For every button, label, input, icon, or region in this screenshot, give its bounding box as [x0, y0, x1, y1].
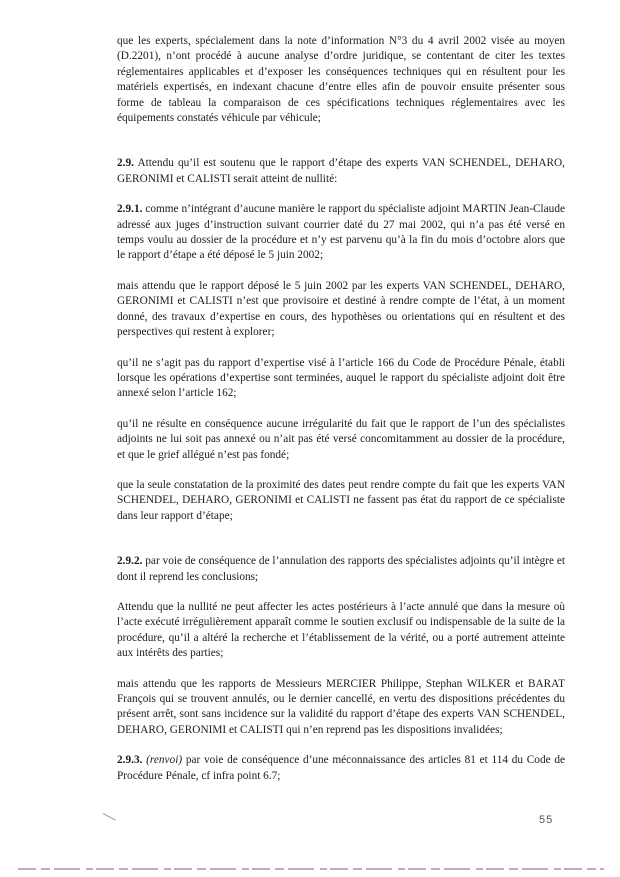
- paragraph-article-166: [117, 356, 565, 402]
- scan-edge-line: [18, 868, 604, 870]
- document-body: [117, 34, 565, 799]
- paragraph-2-9: [117, 156, 565, 187]
- paragraph-text: mais attendu que les rapports de Messieurs MERCIER Philippe, Stephan WILKER et BARAT François qui se trouvent annulés, ou le dernier cancellé, en vertu des dispositions précédentes du présent arrêt, sont sans incidence sur la validité du rapport d’étape des experts VAN SCHENDEL, DEHARO, GERONIMI et CALISTI qui n’en reprend pas les dispositions invalidées;: [117, 677, 565, 736]
- paragraph-text: comme n’intégrant d’aucune manière le rapport du spécialiste adjoint MARTIN Jean-Claude adressé aux juges d’instruction suivant courrier daté du 27 mai 2002, qui n’a pas été versé en temps voulu au dossier de la procédure et n’y est parvenu qu’à la fin du mois d’octobre alors que le rapport d’étape a été déposé le 5 juin 2002;: [117, 203, 565, 262]
- paragraph-2-9-3: [117, 753, 565, 784]
- section-number: 2.9.3.: [117, 754, 143, 767]
- paragraph-nullite: [117, 600, 565, 662]
- paragraph-rapport-provisoire: [117, 279, 565, 341]
- paragraph-intro: [117, 34, 565, 126]
- paragraph-text: qu’il ne résulte en conséquence aucune irrégularité du fait que le rapport de l’un des spécialistes adjoints ne lui soit pas annexé ou n’ait pas été versé concomitamment au dossier de la procédure, et que le grief allégué n’est pas fondé;: [117, 417, 565, 461]
- paragraph-text: que la seule constatation de la proximité des dates peut rendre compte du fait que les experts VAN SCHENDEL, DEHARO, GERONIMI et CALISTI ne fassent pas état du rapport de ce spécialiste dans leur rapport d’étape;: [117, 478, 565, 522]
- section-number: 2.9.2.: [117, 555, 143, 568]
- paragraph-text: Attendu qu’il est soutenu que le rapport d’étape des experts VAN SCHENDEL, DEHARO, GERONIMI et CALISTI serait atteint de nullité:: [117, 157, 565, 185]
- scan-artifact-mark: [100, 813, 115, 825]
- paragraph-aucune-irregularite: [117, 417, 565, 463]
- renvoi-label: (renvoi): [146, 754, 183, 767]
- paragraph-proximite-dates: [117, 478, 565, 524]
- section-number: 2.9.1.: [117, 203, 143, 216]
- paragraph-2-9-2: [117, 554, 565, 585]
- paragraph-text: mais attendu que le rapport déposé le 5 juin 2002 par les experts VAN SCHENDEL, DEHARO, GERONIMI et CALISTI n’est que provisoire et destiné à rendre compte de l’état, à un moment donné, des travaux d’expertise en cours, des hypothèses ou orientations qui en résultent et des perspectives qui restent à explorer;: [117, 279, 565, 339]
- page-number: 55: [539, 814, 554, 826]
- paragraph-text: Attendu que la nullité ne peut affecter les actes postérieurs à l’acte annulé que dans la mesure où l’acte exécuté irrégulièrement apparaît comme le soutien exclusif ou indispensable de la suite de la procédure, qu’il a altéré la recherche et l’établissement de la vérité, ou a porté autrement atteinte aux intérêts des parties;: [117, 600, 565, 660]
- section-number: 2.9.: [117, 157, 134, 170]
- paragraph-rapports-annules: [117, 677, 565, 739]
- paragraph-2-9-1: [117, 202, 565, 264]
- paragraph-text: par voie de conséquence d’une méconnaissance des articles 81 et 114 du Code de Procédure Pénale, cf infra point 6.7;: [117, 754, 565, 782]
- paragraph-text: par voie de conséquence de l’annulation des rapports des spécialistes adjoints qu’il intègre et dont il reprend les conclusions;: [117, 555, 566, 583]
- paragraph-text: que les experts, spécialement dans la note d’information N°3 du 4 avril 2002 visée au moyen (D.2201), n’ont procédé à aucune analyse d’ordre juridique, se contentant de citer les textes réglementaires applicables et d’exposer les conséquences techniques qui en résultent pour les matériels expertisés, en indexant chacune d’entre elles afin de pouvoir ensuite présenter sous forme de tableau la comparaison de ces spécifications techniques réglementaires avec les équipements constatés véhicule par véhicule;: [117, 35, 565, 125]
- paragraph-text: qu’il ne s’agit pas du rapport d’expertise visé à l’article 166 du Code de Procédure Pénale, établi lorsque les opérations d’expertise sont terminées, auquel le rapport du spécialiste adjoint doit être annexé selon l’article 162;: [117, 356, 565, 400]
